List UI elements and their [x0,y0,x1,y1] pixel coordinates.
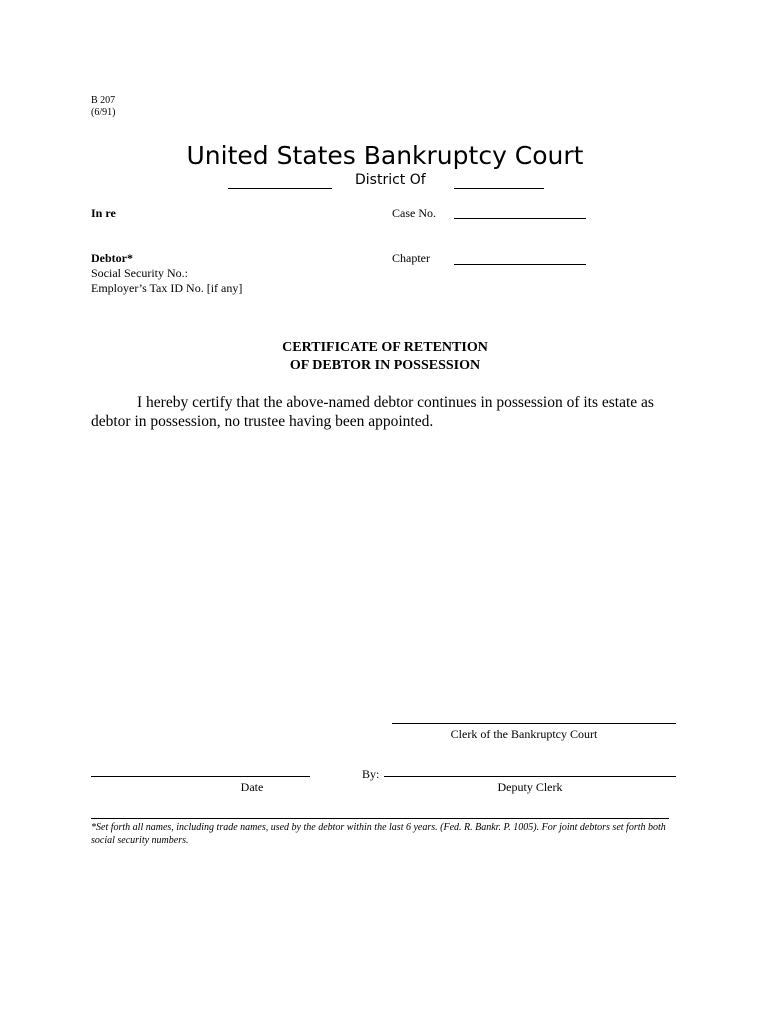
case-no-label: Case No. [392,206,436,220]
clerk-label: Clerk of the Bankruptcy Court [450,727,598,741]
deputy-signature-line[interactable] [384,776,676,777]
footnote-text: *Set forth all names, including trade names, used by the debtor within the last 6 years. (Fed. R. Bankr. P. 1005). For joint debtors set forth both social security numbers. [91,822,666,846]
case-no-field[interactable] [454,218,586,219]
by-label: By: [362,767,380,781]
in-re-label: In re [91,206,116,220]
ssn-label: Social Security No.: [91,266,188,280]
deputy-clerk-label: Deputy Clerk [497,780,563,794]
tax-id-label: Employer’s Tax ID No. [if any] [91,281,243,295]
certificate-body: I hereby certify that the above-named debtor continues in possession of its estate as debtor in possession, no trustee having been appointed. [91,394,654,430]
chapter-field[interactable] [454,264,586,265]
district-blank-right[interactable] [454,188,544,189]
clerk-signature-line[interactable] [392,723,676,724]
district-blank-left[interactable] [228,188,332,189]
date-line[interactable] [91,776,310,777]
debtor-label: Debtor* [91,251,133,265]
district-label: District Of [355,172,426,188]
certificate-title-line1: CERTIFICATE OF RETENTION [282,340,488,355]
form-code: B 207 [91,95,116,106]
court-title: United States Bankruptcy Court [186,141,584,170]
chapter-label: Chapter [392,251,430,265]
footnote-divider [91,818,669,819]
date-label: Date [240,780,264,794]
certificate-title-line2: OF DEBTOR IN POSSESSION [289,358,481,373]
form-date: (6/91) [91,107,116,118]
